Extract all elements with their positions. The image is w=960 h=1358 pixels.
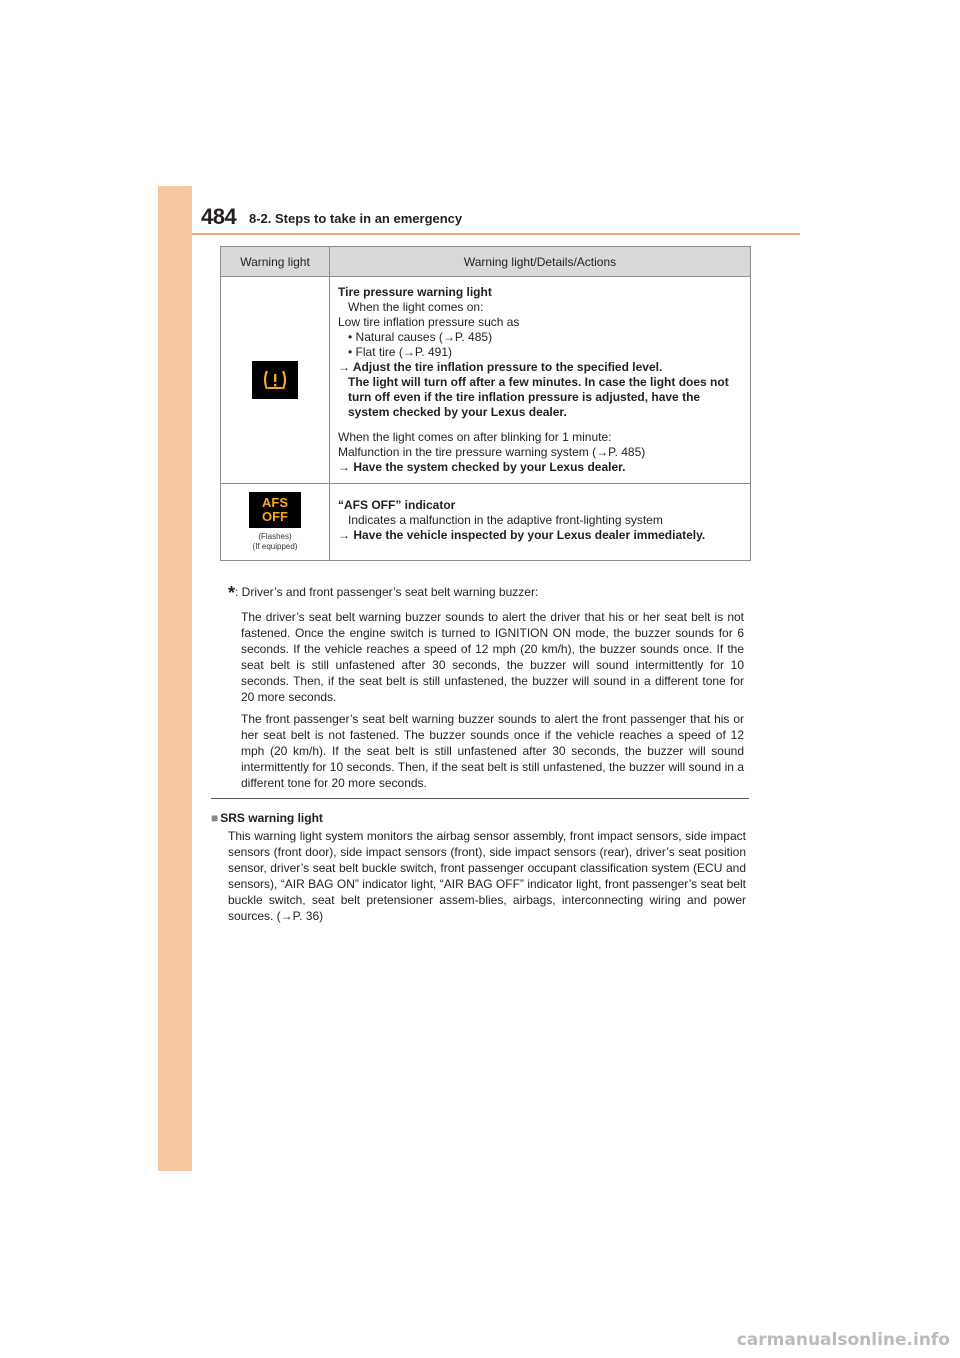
table-header-row [221, 247, 751, 277]
chapter-sidebar-tab [158, 186, 192, 1171]
detail-line: When the light comes on after blinking for 1 minute: [338, 430, 612, 444]
srs-body: This warning light system monitors the airbag sensor assembly, front impact sensors, side impact sensors (front door), side impact sensors (front), side impact sensors (rear), driver’s seat position sensor, driver’s seat belt buckle switch, front passenger occupant classification system (ECU and sensors), “AIR BAG ON” indicator light, “AIR BAG OFF” indicator light, front passenger’s seat belt buckle switch, seat belt pretensioner assem-blies, airbags, interconnecting wiring and power sources. (→P. 36) [228, 829, 746, 923]
row-title: “AFS OFF” indicator [338, 498, 456, 512]
footnote-paragraph: The front passenger’s seat belt warning buzzer sounds to alert the front passenger that his or her seat belt is not fastened. The buzzer sounds once if the vehicle reaches a speed of 12 mph (20 km/h). If the seat belt is still unfastened after 30 seconds, the buzzer will sound intermittently for 10 seconds. Then, if the seat belt is still unfastened, the buzzer will sound in a different tone for 20 more seconds. [241, 712, 744, 790]
detail-line: Indicates a malfunction in the adaptive front-lighting system [348, 513, 663, 527]
watermark: carmanualsonline.info [736, 1330, 950, 1350]
action-line: → Have the system checked by your Lexus dealer. [338, 460, 626, 474]
page-number: 484 [201, 204, 237, 229]
srs-section [211, 810, 746, 924]
action-line: → Adjust the tire inflation pressure to the specified level. [338, 360, 663, 374]
table-row [221, 484, 751, 561]
afs-icon-text: AFS [262, 495, 288, 510]
section-title: 8-2. Steps to take in an emergency [249, 211, 463, 226]
action-line: The light will turn off after a few minutes. In case the light does not turn off even if the tire inflation pressure is adjusted, have the system checked by your Lexus dealer. [348, 375, 729, 419]
column-header-details: Warning light/Details/Actions [330, 247, 751, 277]
warning-light-icon-cell [221, 484, 330, 561]
tire-pressure-warning-icon [252, 361, 298, 399]
detail-line: Malfunction in the tire pressure warning system (→P. 485) [338, 445, 646, 459]
afs-off-indicator-icon [249, 492, 301, 528]
footnote-paragraph: The driver’s seat belt warning buzzer sounds to alert the driver that his or her seat belt is not fastened. Once the engine switch is turned to IGNITION ON mode, the buzzer sounds for 6 seconds. If the vehicle reaches a speed of 12 mph (20 km/h), the buzzer sounds once. If the seat belt is still unfastened after 30 seconds, the buzzer will sound intermittently for 10 seconds. Then, if the seat belt is still unfastened, the buzzer will sound in a different tone for 20 more seconds. [241, 610, 744, 704]
off-icon-text: OFF [262, 509, 288, 524]
detail-line: When the light comes on: [348, 300, 484, 314]
warning-light-table [220, 246, 751, 561]
column-header-warning-light: Warning light [221, 247, 330, 277]
action-line: → Have the vehicle inspected by your Lexus dealer immediately. [338, 528, 706, 542]
header-rule [192, 233, 800, 235]
icon-caption: (If equipped) [252, 542, 298, 551]
icon-caption: (Flashes) [258, 532, 292, 541]
table-row [221, 277, 751, 484]
bullet-item: • Natural causes (→P. 485) [338, 330, 744, 345]
warning-light-details-cell [330, 484, 751, 561]
footnote-marker: * [228, 583, 236, 603]
footnote-heading [228, 584, 744, 601]
section-divider [211, 798, 749, 799]
detail-line: Low tire inflation pressure such as [338, 315, 520, 329]
row-title: Tire pressure warning light [338, 285, 492, 299]
footnote-heading-text: : Driver’s and front passenger’s seat belt warning buzzer: [235, 585, 539, 599]
warning-light-details-cell [330, 277, 751, 484]
bullet-item: • Flat tire (→P. 491) [338, 345, 744, 360]
warning-light-icon-cell [221, 277, 330, 484]
seat-belt-buzzer-footnote [228, 584, 744, 797]
srs-heading: ■ SRS warning light [211, 810, 746, 826]
